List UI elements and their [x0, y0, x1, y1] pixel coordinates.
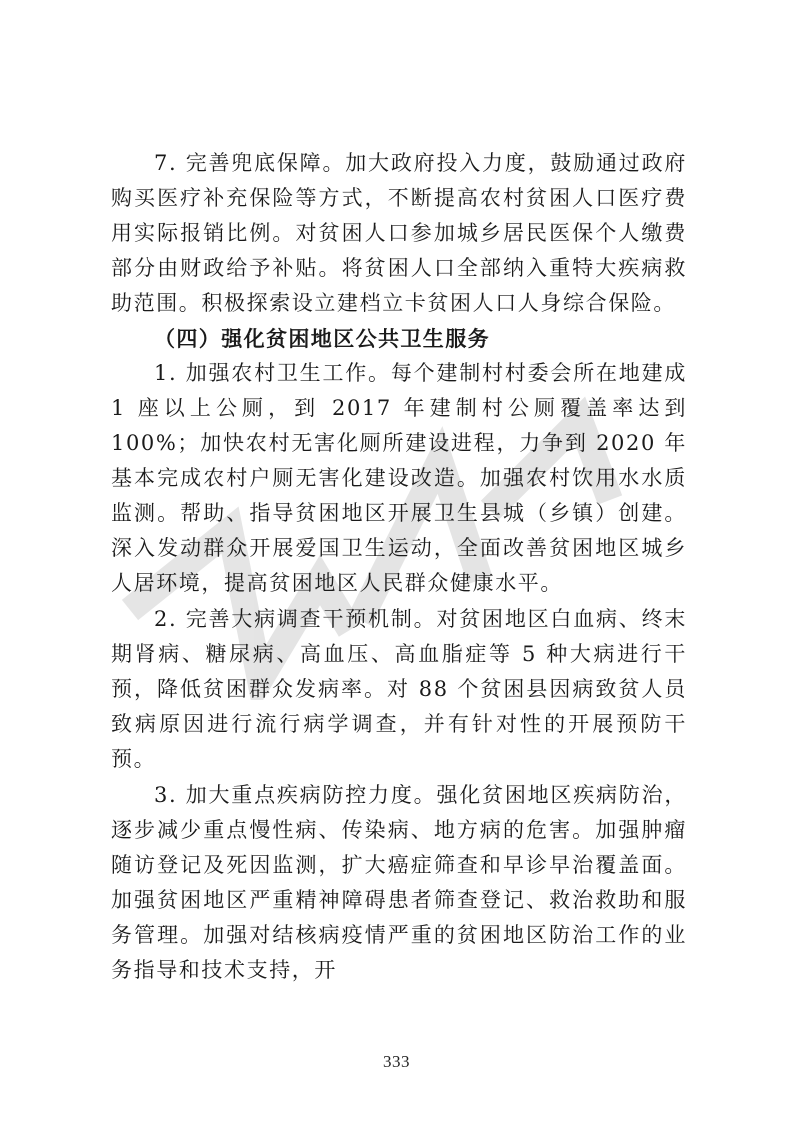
- paragraph-3-disease-control: 3. 加大重点疾病防控力度。强化贫困地区疾病防治，逐步减少重点慢性病、传染病、地方病的危害。加强肿瘤随访登记及死因监测，扩大癌症筛查和早诊早治覆盖面。加强贫困地区严重精神障碍患者筛查登记、救治救助和服务管理。加强对结核病疫情严重的贫困地区防治工作的业务指导和技术支持，开: [111, 783, 687, 982]
- paragraph-2-major-disease: 2. 完善大病调查干预机制。对贫困地区白血病、终末期肾病、糖尿病、高血压、高血脂症等 5 种大病进行干预，降低贫困群众发病率。对 88 个贫困县因病致贫人员致病原因进行流行病学调查，并有针对性的开展预防干预。: [111, 607, 687, 771]
- section-heading-4: （四）强化贫困地区公共卫生服务: [154, 326, 490, 351]
- page-number: 333: [383, 1052, 410, 1071]
- document-body: [111, 146, 687, 988]
- paragraph-1-rural-health: 1. 加强农村卫生工作。每个建制村村委会所在地建成 1 座以上公厕，到 2017 年建制村公厕覆盖率达到 100%；加快农村无害化厕所建设进程，力争到 2020 年基本完成农村户厕无害化建设改造。加强农村饮用水水质监测。帮助、指导贫困地区开展卫生县城（乡镇）创建。深入发动群众开展爱国卫生运动，全面改善贫困地区城乡人居环境，提高贫困地区人民群众健康水平。: [111, 361, 687, 595]
- paragraph-7-safety-net: 7. 完善兜底保障。加大政府投入力度，鼓励通过政府购买医疗补充保险等方式，不断提高农村贫困人口医疗费用实际报销比例。对贫困人口参加城乡居民医保个人缴费部分由财政给予补贴。将贫困人口全部纳入重特大疾病救助范围。积极探索设立建档立卡贫困人口人身综合保险。: [111, 151, 687, 315]
